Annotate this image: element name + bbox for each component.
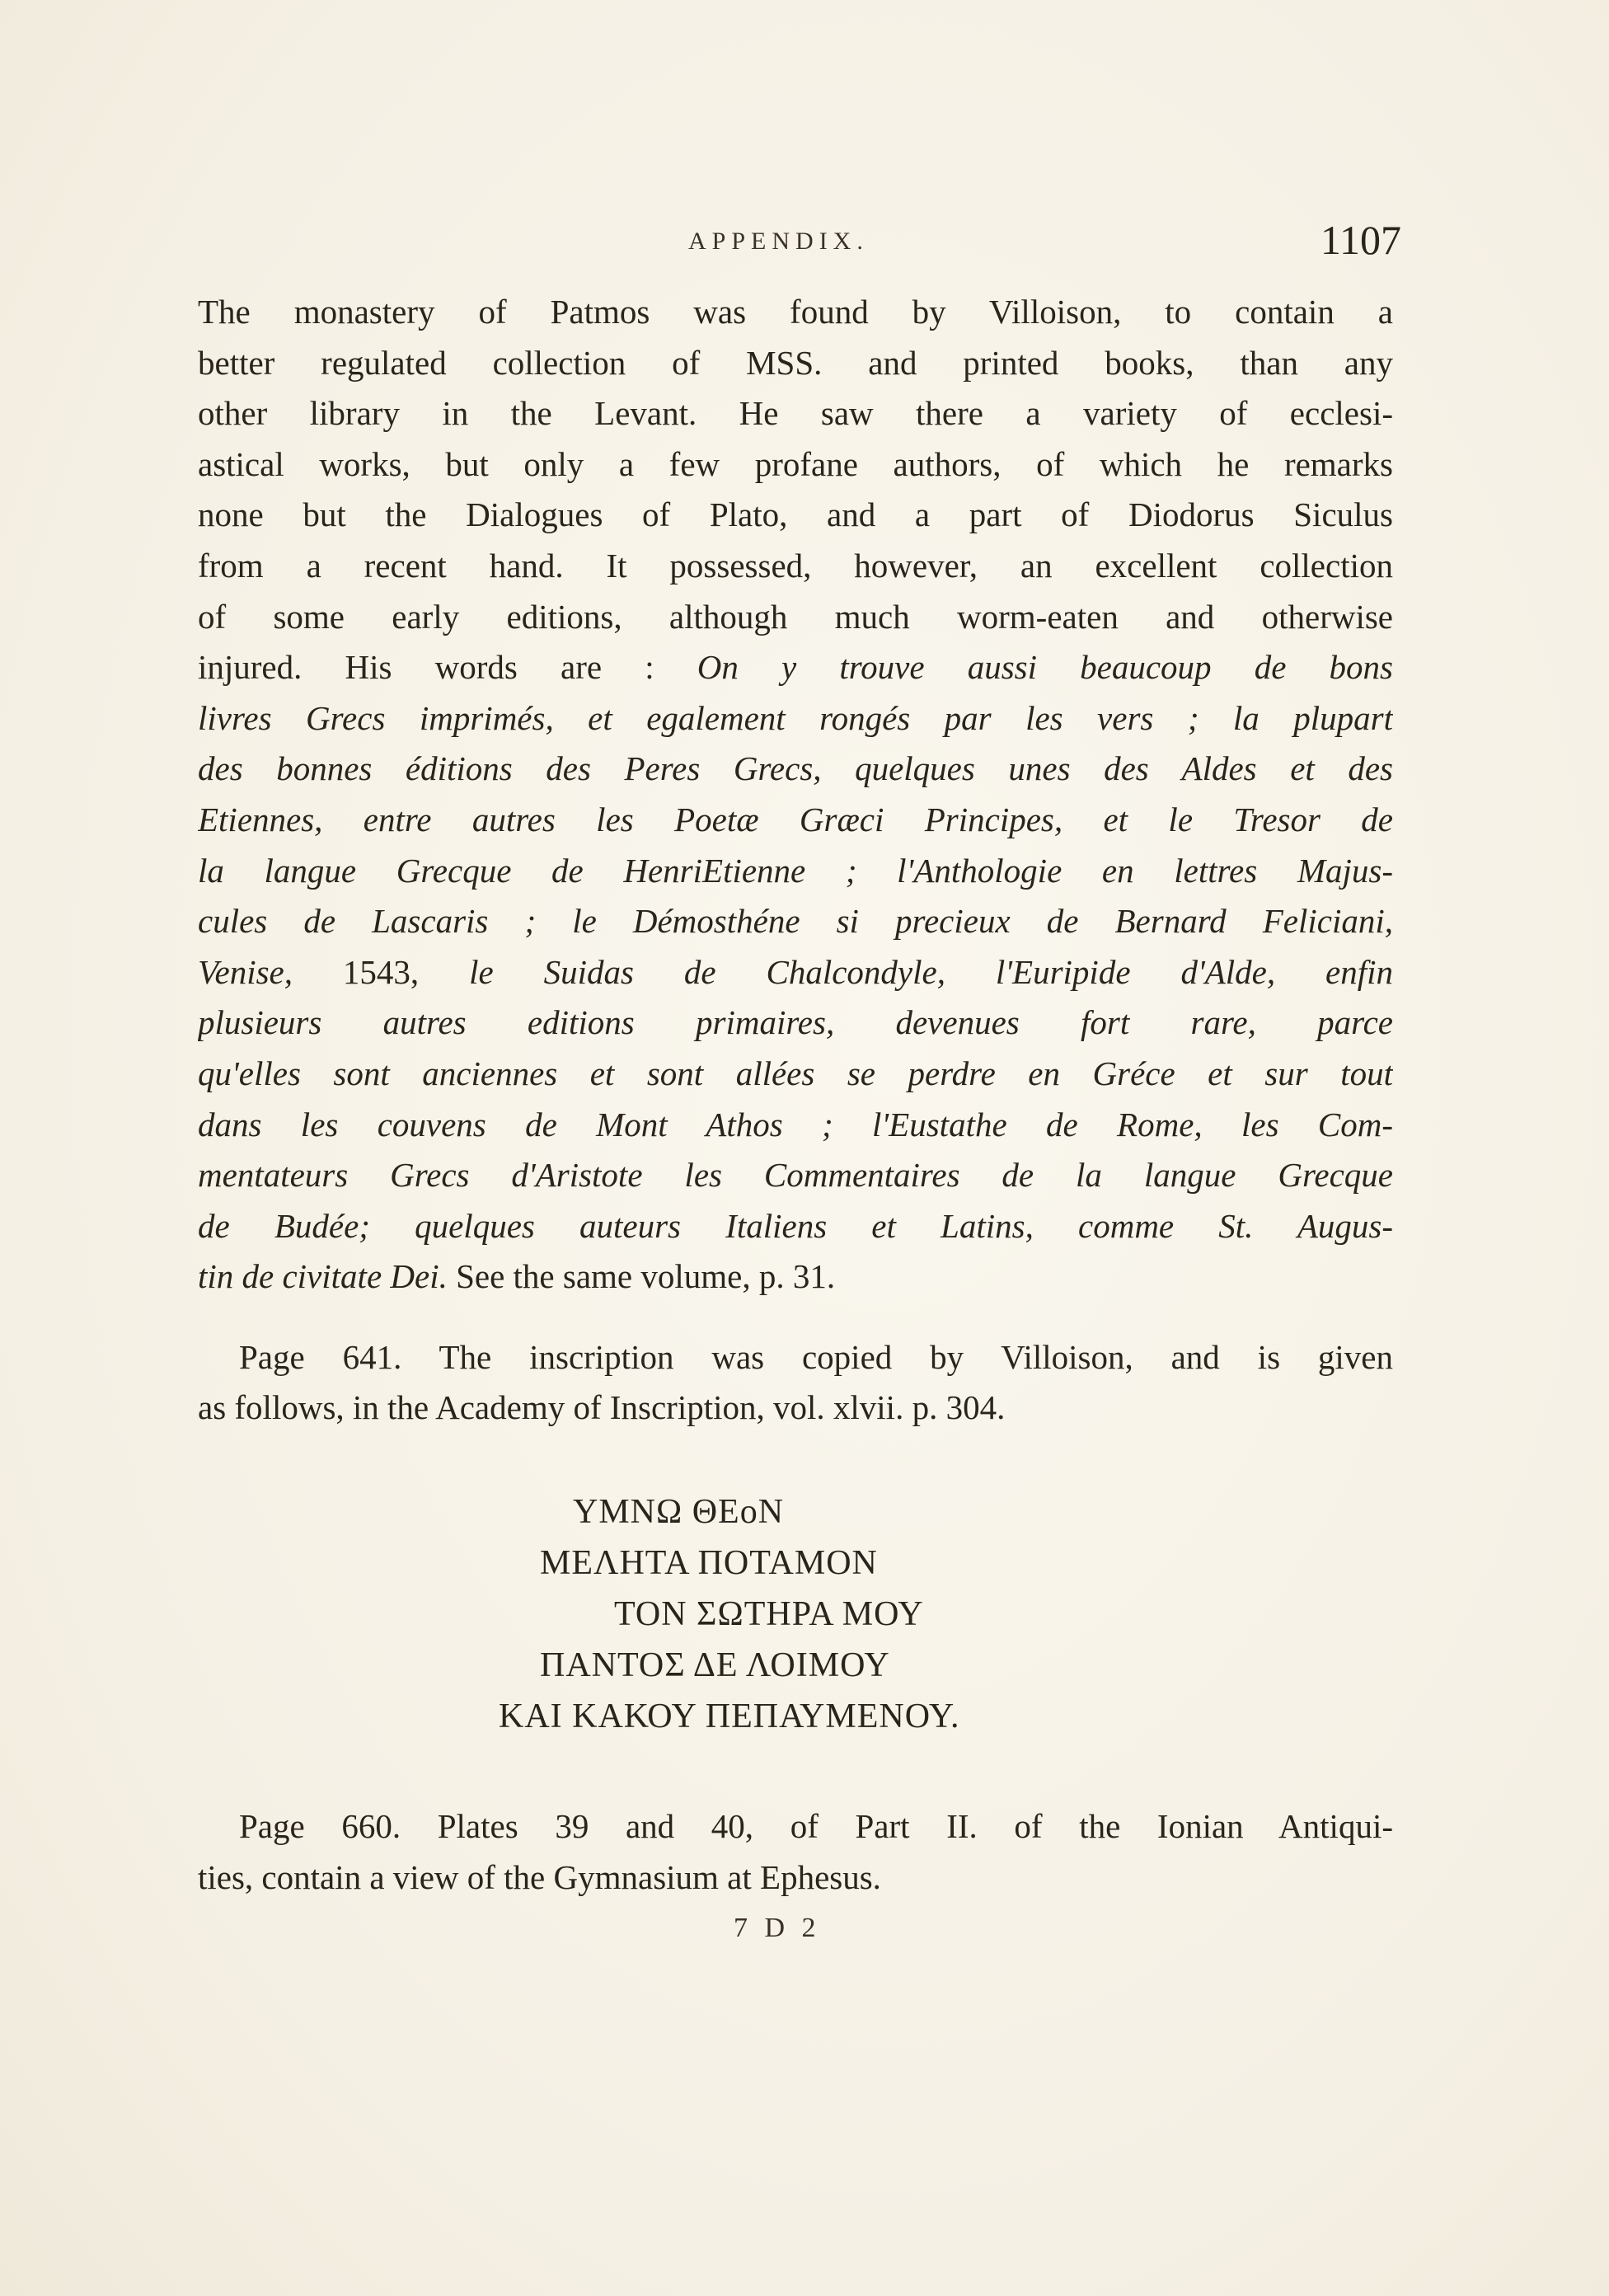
inscription-line: ΚΑΙ ΚΑΚΟΥ ΠΕΠΑΥΜΕΝΟΥ. [499, 1697, 960, 1735]
text-line: plusieurs autres editions primaires, devenues fort rare, parce [198, 1003, 1393, 1042]
text-line: from a recent hand. It possessed, however, an excellent collection [198, 546, 1393, 585]
text-line: qu'elles sont anciennes et sont allées se perdre en Gréce et sur tout [198, 1054, 1393, 1092]
text-line: livres Grecs imprimés, et egalement rongés par les vers ; la plupart [198, 698, 1393, 737]
text-line: of some early editions, although much worm-eaten and otherwise [198, 597, 1393, 636]
text-line: other library in the Levant. He saw there a variety of ecclesi- [198, 394, 1393, 433]
text-line: better regulated collection of MSS. and printed books, than any [198, 343, 1393, 382]
page-number: 1107 [1320, 217, 1401, 263]
running-head: APPENDIX. [688, 228, 869, 255]
text-line: as follows, in the Academy of Inscription, vol. xlvii. p. 304. [198, 1388, 1006, 1427]
text-line: la langue Grecque de HenriEtienne ; l'Anthologie en lettres Majus- [198, 851, 1393, 890]
text-line: Page 641. The inscription was copied by Villoison, and is given [239, 1337, 1393, 1376]
text-line: des bonnes éditions des Peres Grecs, quelques unes des Aldes et des [198, 749, 1393, 788]
text-line: Venise, 1543, le Suidas de Chalcondyle, l'Euripide d'Alde, enfin [198, 952, 1393, 991]
text-line: Etiennes, entre autres les Poetæ Græci Principes, et le Tresor de [198, 800, 1393, 838]
text-line: injured. His words are : On y trouve aussi beaucoup de bons [198, 648, 1393, 687]
paragraph-gap [198, 1303, 1393, 1332]
paragraph-page-641 [198, 1332, 1393, 1434]
text-line: cules de Lascaris ; le Démosthéne si precieux de Bernard Feliciani, [198, 902, 1393, 941]
inscription-line: ΤΟΝ ΣΩΤΗΡΑ ΜΟΥ [614, 1595, 924, 1633]
text-line: Page 660. Plates 39 and 40, of Part II. of the Ionian Antiqui- [239, 1807, 1393, 1845]
text-line: ties, contain a view of the Gymnasium at Ephesus. [198, 1857, 881, 1896]
text-line: none but the Dialogues of Plato, and a part of Diodorus Siculus [198, 495, 1393, 534]
page-header [198, 216, 1401, 265]
inscription-line: ΜΕΛΗΤΑ ΠΟΤΑΜΟΝ [540, 1544, 878, 1582]
text-line: mentateurs Grecs d'Aristote les Commentaires de la langue Grecque [198, 1156, 1393, 1195]
signature-mark: 7 D 2 [734, 1913, 821, 1943]
text-line: tin de civitate Dei. See the same volume, p. 31. [198, 1257, 836, 1296]
inscription-line: ΥΜΝΩ ΘΕοΝ [573, 1493, 785, 1531]
text-line: dans les couvens de Mont Athos ; l'Eustathe de Rome, les Com- [198, 1105, 1393, 1143]
greek-inscription [198, 1492, 1393, 1756]
text-line: astical works, but only a few profane authors, of which he remarks [198, 444, 1393, 483]
text-line: The monastery of Patmos was found by Villoison, to contain a [198, 293, 1393, 331]
paragraph-patmos [198, 287, 1393, 1303]
paragraph-page-660 [198, 1801, 1393, 1903]
inscription-line: ΠΑΝΤΟΣ ΔΕ ΛΟΙΜΟΥ [540, 1646, 890, 1684]
main-text [198, 287, 1393, 1434]
text-line: de Budée; quelques auteurs Italiens et Latins, comme St. Augus- [198, 1206, 1393, 1245]
